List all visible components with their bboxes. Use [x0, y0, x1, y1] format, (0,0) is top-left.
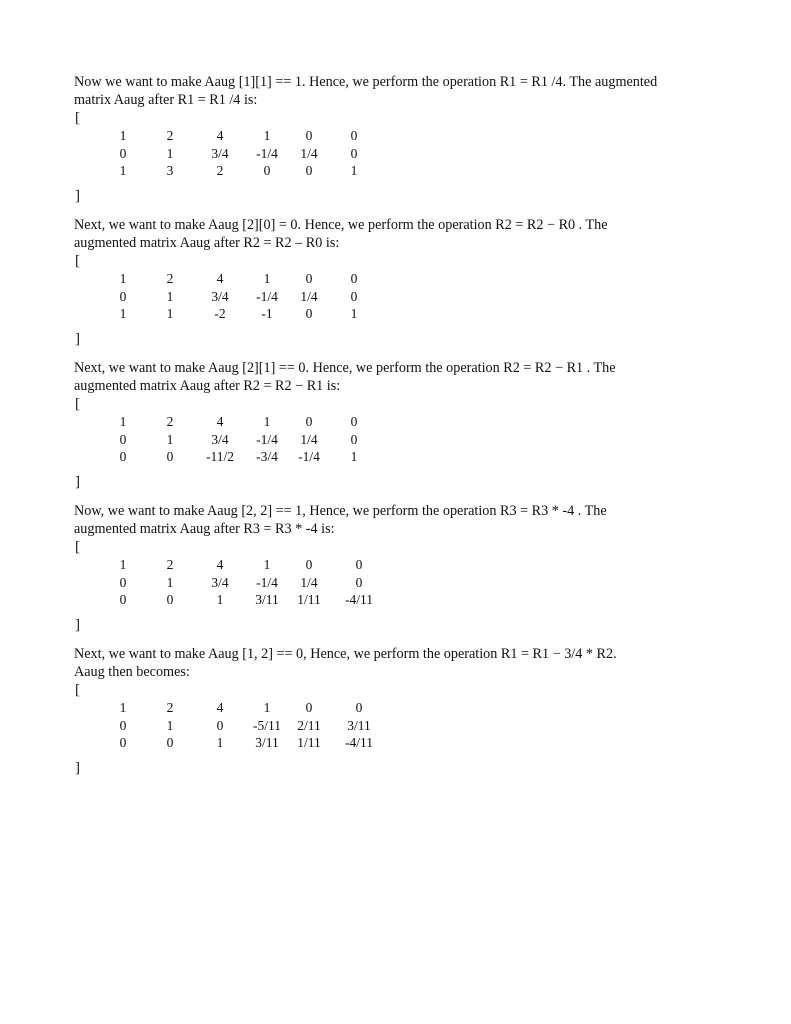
step-5: [74, 645, 724, 788]
step-text-line2: Aaug then becomes:: [74, 664, 190, 680]
matrix-cell: 1: [166, 431, 174, 447]
matrix-cell: 2: [166, 128, 174, 143]
matrix-cell: 0: [119, 717, 127, 733]
matrix-cell: 0: [119, 574, 127, 590]
step-text-line2: augmented matrix Aaug after R2 = R2 − R1 is:: [74, 378, 341, 394]
matrix-cell: 1: [263, 414, 271, 429]
matrix-cell: 0: [119, 431, 127, 447]
matrix-cell: 1: [119, 700, 127, 715]
matrix-row: [74, 591, 724, 609]
matrix-cell: 3/4: [211, 574, 229, 590]
matrix-cell: 1: [350, 163, 358, 178]
matrix-cell: 0: [350, 414, 358, 429]
step-text-line1: Next, we want to make Aaug [2][0] = 0. Hence, we perform the operation R2 = R2 − R0 . The: [74, 217, 608, 233]
matrix-cell: -1/4: [256, 574, 278, 590]
open-bracket: [: [75, 253, 80, 269]
matrix-cell: 2: [166, 557, 174, 572]
matrix-cell: 1: [263, 557, 271, 572]
matrix-cell: 0: [119, 592, 127, 607]
matrix-cell: 0: [119, 288, 127, 304]
matrix-cell: 1: [350, 449, 358, 464]
matrix-row: [74, 574, 724, 592]
matrix-row: [74, 162, 724, 180]
matrix-cell: 1: [350, 306, 358, 321]
matrix-cell: -11/2: [206, 449, 234, 464]
matrix-cell: 3/4: [211, 288, 229, 304]
open-bracket: [: [75, 396, 80, 412]
matrix-cell: 0: [305, 163, 313, 178]
matrix-row: [74, 734, 724, 752]
matrix-cell: 2: [166, 271, 174, 286]
matrix-cell: 0: [119, 449, 127, 464]
step-text: [74, 502, 724, 538]
matrix-cell: 4: [216, 414, 224, 429]
augmented-matrix: [74, 127, 724, 187]
matrix-cell: 1: [263, 271, 271, 286]
matrix-cell: -4/11: [345, 735, 373, 750]
matrix-cell: 0: [355, 700, 363, 715]
matrix-cell: 2: [216, 163, 224, 178]
step-text: [74, 216, 724, 252]
matrix-row: [74, 288, 724, 306]
open-bracket: [: [75, 539, 80, 555]
matrix-cell: -1/4: [298, 449, 320, 464]
matrix-row: [74, 145, 724, 163]
matrix-row: [74, 127, 724, 145]
step-text-line2: augmented matrix Aaug after R3 = R3 * -4 is:: [74, 521, 335, 537]
step-4: [74, 502, 724, 645]
matrix-cell: 1: [119, 414, 127, 429]
matrix-row: [74, 717, 724, 735]
matrix-cell: 1: [119, 128, 127, 143]
matrix-cell: 3/4: [211, 431, 229, 447]
matrix-cell: 0: [119, 735, 127, 750]
matrix-cell: 1: [119, 163, 127, 178]
matrix-cell: 1/4: [300, 288, 318, 304]
matrix-cell: 1: [166, 145, 174, 161]
matrix-cell: 2: [166, 700, 174, 715]
matrix-cell: 3/11: [347, 717, 371, 733]
matrix-row: [74, 431, 724, 449]
matrix-cell: 1/4: [300, 145, 318, 161]
document-page: [74, 73, 724, 788]
matrix-cell: 0: [305, 271, 313, 286]
matrix-cell: -1/4: [256, 288, 278, 304]
close-bracket: ]: [75, 760, 80, 776]
matrix-cell: 1/11: [297, 592, 321, 607]
matrix-cell: 0: [350, 288, 358, 304]
matrix-cell: -1/4: [256, 431, 278, 447]
matrix-cell: 1: [216, 592, 224, 607]
step-text-line1: Next, we want to make Aaug [1, 2] == 0, Hence, we perform the operation R1 = R1 − 3/4 * R2.: [74, 646, 617, 662]
matrix-cell: 0: [263, 163, 271, 178]
matrix-cell: -3/4: [256, 449, 278, 464]
matrix-cell: 0: [166, 592, 174, 607]
matrix-cell: 1: [216, 735, 224, 750]
matrix-cell: -1/4: [256, 145, 278, 161]
matrix-cell: 0: [216, 717, 224, 733]
step-text: [74, 645, 724, 681]
matrix-cell: -4/11: [345, 592, 373, 607]
matrix-cell: 4: [216, 128, 224, 143]
matrix-row: [74, 448, 724, 466]
matrix-cell: 4: [216, 271, 224, 286]
matrix-cell: 0: [305, 700, 313, 715]
matrix-row: [74, 699, 724, 717]
step-text-line1: Now we want to make Aaug [1][1] == 1. Hence, we perform the operation R1 = R1 /4. The augmented: [74, 74, 658, 90]
matrix-cell: 0: [350, 271, 358, 286]
open-bracket: [: [75, 110, 80, 126]
matrix-cell: 1: [166, 574, 174, 590]
matrix-cell: 0: [350, 128, 358, 143]
matrix-cell: 1: [119, 306, 127, 321]
matrix-cell: 4: [216, 557, 224, 572]
matrix-row: [74, 556, 724, 574]
matrix-cell: 0: [305, 557, 313, 572]
close-bracket: ]: [75, 617, 80, 633]
step-text-line2: matrix Aaug after R1 = R1 /4 is:: [74, 92, 258, 108]
matrix-cell: 1: [119, 557, 127, 572]
matrix-cell: 0: [305, 306, 313, 321]
matrix-row: [74, 305, 724, 323]
matrix-cell: 3/4: [211, 145, 229, 161]
matrix-cell: -2: [214, 306, 226, 321]
matrix-cell: 0: [305, 414, 313, 429]
matrix-cell: 1/4: [300, 574, 318, 590]
matrix-cell: 1: [166, 288, 174, 304]
step-text: [74, 73, 724, 109]
close-bracket: ]: [75, 474, 80, 490]
matrix-cell: 4: [216, 700, 224, 715]
matrix-cell: 0: [350, 431, 358, 447]
matrix-cell: -5/11: [253, 717, 281, 733]
matrix-cell: 1: [166, 717, 174, 733]
step-text: [74, 359, 724, 395]
step-1: [74, 73, 724, 216]
augmented-matrix: [74, 270, 724, 330]
matrix-cell: 0: [355, 574, 363, 590]
matrix-cell: 0: [166, 735, 174, 750]
matrix-cell: -1: [261, 306, 273, 321]
matrix-cell: 1/4: [300, 431, 318, 447]
step-text-line1: Now, we want to make Aaug [2, 2] == 1, Hence, we perform the operation R3 = R3 * -4 . The: [74, 503, 607, 519]
matrix-cell: 0: [305, 128, 313, 143]
open-bracket: [: [75, 682, 80, 698]
close-bracket: ]: [75, 331, 80, 347]
matrix-cell: 3: [166, 163, 174, 178]
matrix-cell: 1: [263, 128, 271, 143]
matrix-cell: 1: [263, 700, 271, 715]
matrix-cell: 2: [166, 414, 174, 429]
augmented-matrix: [74, 556, 724, 616]
matrix-row: [74, 413, 724, 431]
step-text-line1: Next, we want to make Aaug [2][1] == 0. Hence, we perform the operation R2 = R2 − R1 . The: [74, 360, 616, 376]
augmented-matrix: [74, 699, 724, 759]
matrix-cell: 0: [119, 145, 127, 161]
matrix-cell: 2/11: [297, 717, 321, 733]
matrix-cell: 0: [166, 449, 174, 464]
matrix-cell: 3/11: [255, 735, 279, 750]
step-text-line2: augmented matrix Aaug after R2 = R2 – R0 is:: [74, 235, 340, 251]
matrix-cell: 1: [166, 306, 174, 321]
matrix-cell: 0: [350, 145, 358, 161]
step-3: [74, 359, 724, 502]
step-2: [74, 216, 724, 359]
matrix-cell: 0: [355, 557, 363, 572]
close-bracket: ]: [75, 188, 80, 204]
augmented-matrix: [74, 413, 724, 473]
matrix-row: [74, 270, 724, 288]
matrix-cell: 1: [119, 271, 127, 286]
matrix-cell: 3/11: [255, 592, 279, 607]
matrix-cell: 1/11: [297, 735, 321, 750]
